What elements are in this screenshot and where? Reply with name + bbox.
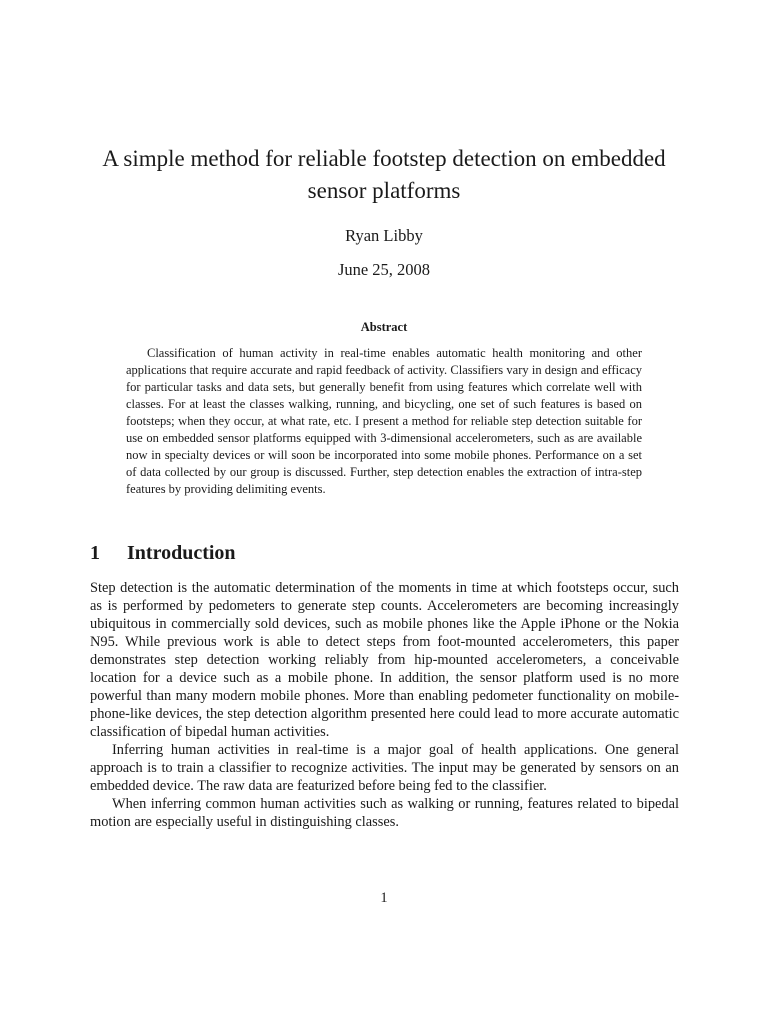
section-number: 1 [90,542,100,564]
author-name: Ryan Libby [345,226,423,245]
abstract-heading: Abstract [360,320,408,334]
paper-title: A simple method for reliable footstep detection on embedded sensor platforms [102,146,666,203]
body-paragraph: Step detection is the automatic determination of the moments in time at which footsteps occur, such as is performed by pedometers to generate step counts. Accelerometers are becoming increasingly ubiquitous in commercially sold devices, such as mobile phones like the Apple iPhone or the Nokia N95. While previous work is able to detect steps from foot-mounted accelerometers, this paper demonstrates step detection working reliably from hip-mounted accelerometers, a conceivable location for a device such as a mobile phone. In addition, the sensor platform used is no more powerful than many modern mobile phones. More than enabling pedometer functionality on mobile-phone-like devices, the step detection algorithm presented here could lead to more accurate automatic classification of bipedal human activities. [90,580,679,740]
section-title: Introduction [127,542,236,564]
abstract-text: Classification of human activity in real-time enables automatic health monitoring and other applications that require accurate and rapid feedback of activity. Classifiers vary in design and efficacy for particular tasks and data sets, but generally benefit from using features which correlate well with classes. For at least the classes walking, running, and bicycling, one set of such features is based on footsteps; when they occur, at what rate, etc. I present a method for reliable step detection suitable for use on embedded sensor platforms equipped with 3-dimensional accelerometers, such as are available now in specialty devices or will soon be incorporated into some mobile phones. Performance on a set of data collected by our group is discussed. Further, step detection enables the extraction of intra-step features by providing delimiting events. [126,346,642,496]
body-paragraph: Inferring human activities in real-time is a major goal of health applications. One general approach is to train a classifier to recognize activities. The input may be generated by sensors on an embedded device. The raw data are featurized before being fed to the classifier. [90,742,679,794]
page-number: 1 [380,890,388,906]
section-heading [90,540,236,566]
publication-date: June 25, 2008 [337,260,431,279]
body-paragraph: When inferring common human activities such as walking or running, features related to bipedal motion are especially useful in distinguishing classes. [90,796,679,830]
section-body [90,579,679,831]
